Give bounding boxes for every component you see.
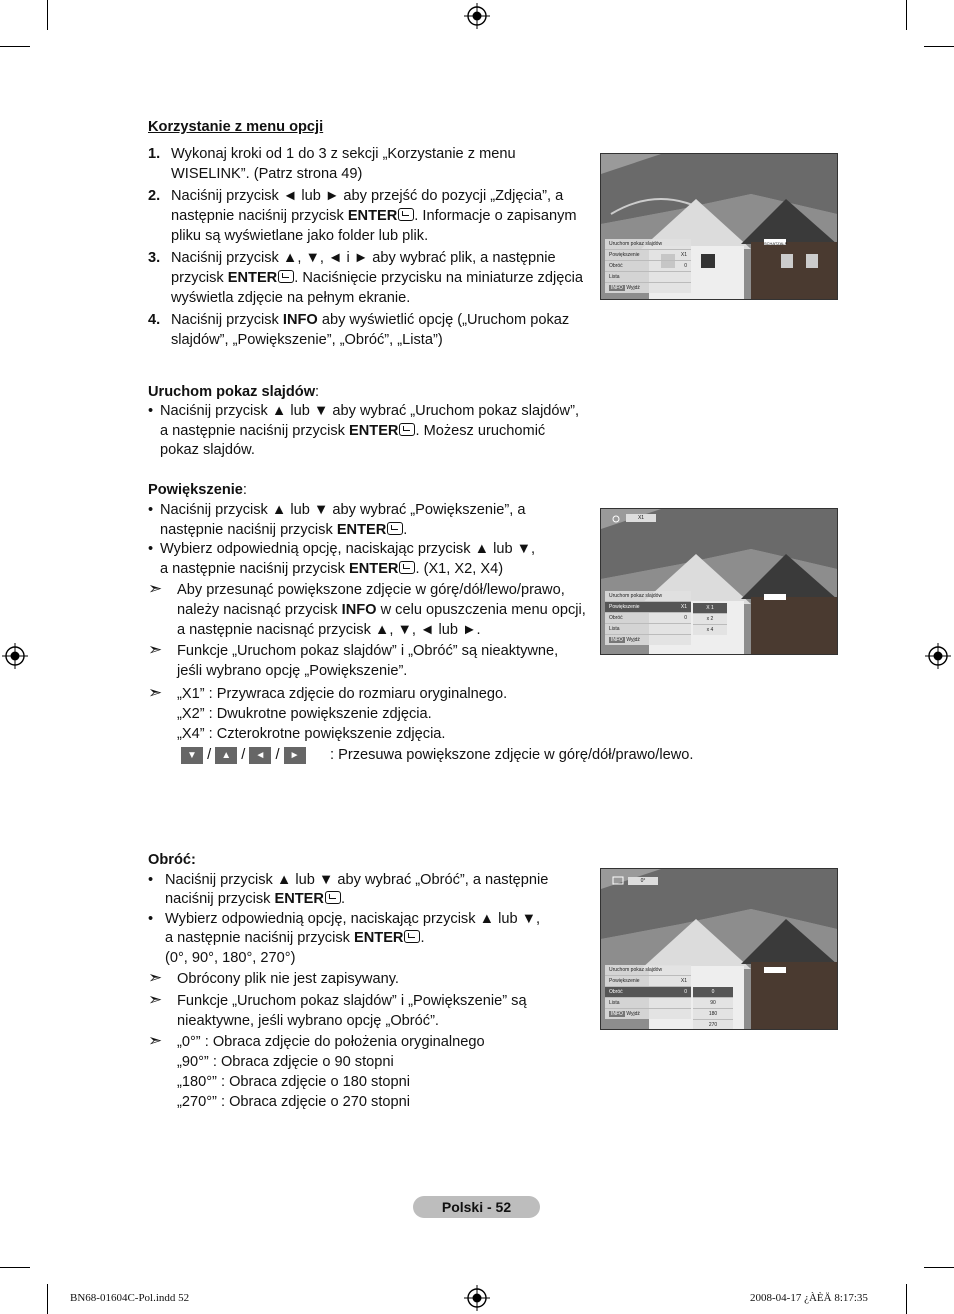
menu-item-list[interactable]: Lista	[605, 997, 691, 1008]
step-text: Naciśnij przycisk ▲, ▼, ◄ i ► aby wybrać plik, a następnie	[171, 250, 556, 266]
menu-title: Uruchom pokaz slajdów	[609, 593, 663, 599]
step-text: Wykonaj kroki od 1 do 3 z sekcji „Korzystanie z menu	[171, 146, 516, 162]
enter-icon	[398, 208, 414, 221]
enter-icon	[404, 930, 420, 943]
options-menu	[605, 239, 691, 293]
tv-screenshot-rotate	[600, 868, 838, 1030]
menu-item-zoom[interactable]: Powiększenie X1	[605, 975, 691, 986]
footer-file-info: BN68-01604C-Pol.indd 52	[70, 1292, 190, 1304]
note-arrow-icon: ➣	[148, 990, 163, 1009]
menu-title: Uruchom pokaz slajdów	[609, 241, 663, 247]
arrow-left-icon: ◄	[249, 747, 271, 764]
registration-mark-icon	[464, 3, 490, 29]
rotate-option[interactable]: 180	[693, 1008, 733, 1019]
note-arrow-icon: ➣	[148, 968, 163, 987]
note-text: „90°” : Obraca zdjęcie o 90 stopni	[177, 1054, 394, 1070]
crop-mark	[0, 46, 30, 47]
menu-footer: INFO Wyjdź	[605, 1008, 691, 1019]
menu-title: Uruchom pokaz slajdów	[609, 967, 663, 973]
step-text: przycisk ENTER . Naciśnięcie przycisku na miniaturze zdjęcia	[171, 270, 583, 286]
options-menu	[605, 965, 691, 1019]
enter-key-label: ENTER	[227, 270, 278, 286]
bullet-text: (0°, 90°, 180°, 270°)	[165, 950, 296, 966]
bullet: •	[148, 541, 154, 557]
bullet-text: a następnie naciśnij przycisk ENTER .	[165, 930, 425, 946]
subsection-title: Powiększenie:	[148, 482, 247, 498]
enter-icon	[399, 561, 415, 574]
rotate-option[interactable]: 90	[693, 997, 733, 1008]
bullet: •	[148, 872, 154, 888]
step-number: 4.	[148, 312, 161, 328]
note-arrow-icon: ➣	[148, 579, 163, 598]
rotate-option[interactable]: 270	[693, 1019, 733, 1030]
note-text: „270°” : Obraca zdjęcie o 270 stopni	[177, 1094, 410, 1110]
subsection-title: Obróć:	[148, 852, 196, 868]
enter-icon	[387, 522, 403, 535]
menu-footer: INFO Wyjdź	[605, 282, 691, 293]
menu-item-rotate[interactable]: Obróć 0	[605, 260, 691, 271]
note-text: : Przesuwa powiększone zdjęcie w górę/dół/prawo/lewo.	[330, 747, 694, 763]
step-number: 3.	[148, 250, 161, 266]
crop-mark	[906, 1284, 907, 1314]
arrow-up-icon: ▲	[215, 747, 237, 764]
options-menu	[605, 591, 691, 645]
note-text: a następnie nacisnąć przycisk ▲, ▼, ◄ lub ►.	[177, 622, 481, 638]
note-text: Funkcje „Uruchom pokaz slajdów” i „Obróć” są nieaktywne,	[177, 643, 559, 659]
step-text: Naciśnij przycisk INFO aby wyświetlić opcję („Uruchom pokaz	[171, 312, 570, 328]
bullet: •	[148, 403, 154, 419]
sign-text: SCHATZALP	[764, 241, 788, 246]
tv-screenshot-options	[600, 153, 838, 300]
enter-icon	[399, 423, 415, 436]
registration-mark-icon	[2, 643, 28, 669]
step-text: Naciśnij przycisk ◄ lub ► aby przejść do pozycji „Zdjęcia”, a	[171, 188, 564, 204]
registration-mark-icon	[925, 643, 951, 669]
zoom-option[interactable]: x 4	[693, 624, 727, 635]
note-arrow-icon: ➣	[148, 683, 163, 702]
bullet-text: a następnie naciśnij przycisk ENTER . (X1, X2, X4)	[160, 561, 504, 577]
step-number: 2.	[148, 188, 161, 204]
step-number: 1.	[148, 146, 161, 162]
bullet-text: Wybierz odpowiednią opcję, naciskając przycisk ▲ lub ▼,	[165, 911, 541, 927]
zoom-submenu	[693, 603, 727, 635]
rotate-submenu	[693, 987, 733, 1030]
bullet: •	[148, 911, 154, 927]
note-arrow-icon: ➣	[148, 1031, 163, 1050]
note-text: „X1” : Przywraca zdjęcie do rozmiaru oryginalnego.	[177, 686, 508, 702]
crop-mark	[47, 1284, 48, 1314]
menu-item-list[interactable]: Lista	[605, 623, 691, 634]
note-text: nieaktywne, jeśli wybrano opcję „Obróć”.	[177, 1013, 439, 1029]
enter-icon	[325, 891, 341, 904]
note-text: Aby przesunąć powiększone zdjęcie w górę/dół/lewo/prawo,	[177, 582, 565, 598]
step-text: pliku są wyświetlane jako folder lub plik.	[171, 228, 429, 244]
bullet-text: Wybierz odpowiednią opcję, naciskając przycisk ▲ lub ▼,	[160, 541, 536, 557]
menu-item-zoom[interactable]: Powiększenie X1	[605, 601, 691, 612]
crop-mark	[47, 0, 48, 30]
step-text: następnie naciśnij przycisk ENTER . Informacje o zapisanym	[171, 208, 577, 224]
bullet-text: naciśnij przycisk ENTER .	[165, 891, 346, 907]
note-text: jeśli wybrano opcję „Powiększenie”.	[177, 663, 408, 679]
rotate-badge: 0°	[628, 877, 658, 885]
note-arrow-icon: ➣	[148, 640, 163, 659]
bullet: •	[148, 502, 154, 518]
crop-mark	[924, 46, 954, 47]
bullet-text: następnie naciśnij przycisk ENTER .	[160, 522, 408, 538]
note-text: Obrócony plik nie jest zapisywany.	[177, 971, 399, 987]
footer-timestamp: 2008-04-17 ¿ÀÈÄ 8:17:35	[750, 1292, 868, 1304]
enter-key-label: ENTER	[347, 208, 398, 224]
note-text: „0°” : Obraca zdjęcie do położenia oryginalnego	[177, 1034, 485, 1050]
note-text: „180°” : Obraca zdjęcie o 180 stopni	[177, 1074, 410, 1090]
registration-mark-icon	[464, 1285, 490, 1311]
note-text: „X4” : Czterokrotne powiększenie zdjęcia.	[177, 726, 446, 742]
zoom-badge: X1	[626, 514, 656, 522]
bullet-text: Naciśnij przycisk ▲ lub ▼ aby wybrać „Powiększenie”, a	[160, 502, 526, 518]
zoom-option[interactable]: x 2	[693, 613, 727, 624]
crop-mark	[0, 1267, 30, 1268]
bullet-text: Naciśnij przycisk ▲ lub ▼ aby wybrać „Obróć”, a następnie	[165, 872, 549, 888]
note-text: należy nacisnąć przycisk INFO w celu opuszczenia menu opcji,	[177, 602, 586, 618]
note-text: „X2” : Dwukrotne powiększenie zdjęcia.	[177, 706, 432, 722]
section-heading: Korzystanie z menu opcji	[148, 119, 324, 135]
menu-item-zoom[interactable]: Powiększenie X1	[605, 249, 691, 260]
step-text: slajdów”, „Powiększenie”, „Obróć”, „Lista”)	[171, 332, 443, 348]
menu-footer: INFO Wyjdź	[605, 634, 691, 645]
rotate-option[interactable]: 0	[693, 987, 733, 997]
arrow-down-icon: ▼	[181, 747, 203, 764]
tv-screenshot-zoom	[600, 508, 838, 655]
bullet-text: pokaz slajdów.	[160, 442, 255, 458]
bullet-text: a następnie naciśnij przycisk ENTER . Możesz uruchomić	[160, 423, 546, 439]
page-number: Polski - 52	[413, 1196, 540, 1218]
subsection-title: Uruchom pokaz slajdów:	[148, 384, 320, 400]
bullet-text: Naciśnij przycisk ▲ lub ▼ aby wybrać „Uruchom pokaz slajdów”,	[160, 403, 579, 419]
crop-mark	[906, 0, 907, 30]
note-text: Funkcje „Uruchom pokaz slajdów” i „Powiększenie” są	[177, 993, 527, 1009]
enter-icon	[278, 270, 294, 283]
menu-item-list[interactable]: Lista	[605, 271, 691, 282]
zoom-option[interactable]: X 1	[693, 603, 727, 613]
arrow-buttons-row: ▼ / ▲ / ◄ / ►	[181, 745, 306, 765]
step-text: WISELINK”. (Patrz strona 49)	[171, 166, 363, 182]
menu-item-rotate[interactable]: Obróć 0	[605, 986, 691, 997]
arrow-right-icon: ►	[284, 747, 306, 764]
menu-item-rotate[interactable]: Obróć 0	[605, 612, 691, 623]
crop-mark	[924, 1267, 954, 1268]
step-text: wyświetla zdjęcie na pełnym ekranie.	[171, 290, 411, 306]
